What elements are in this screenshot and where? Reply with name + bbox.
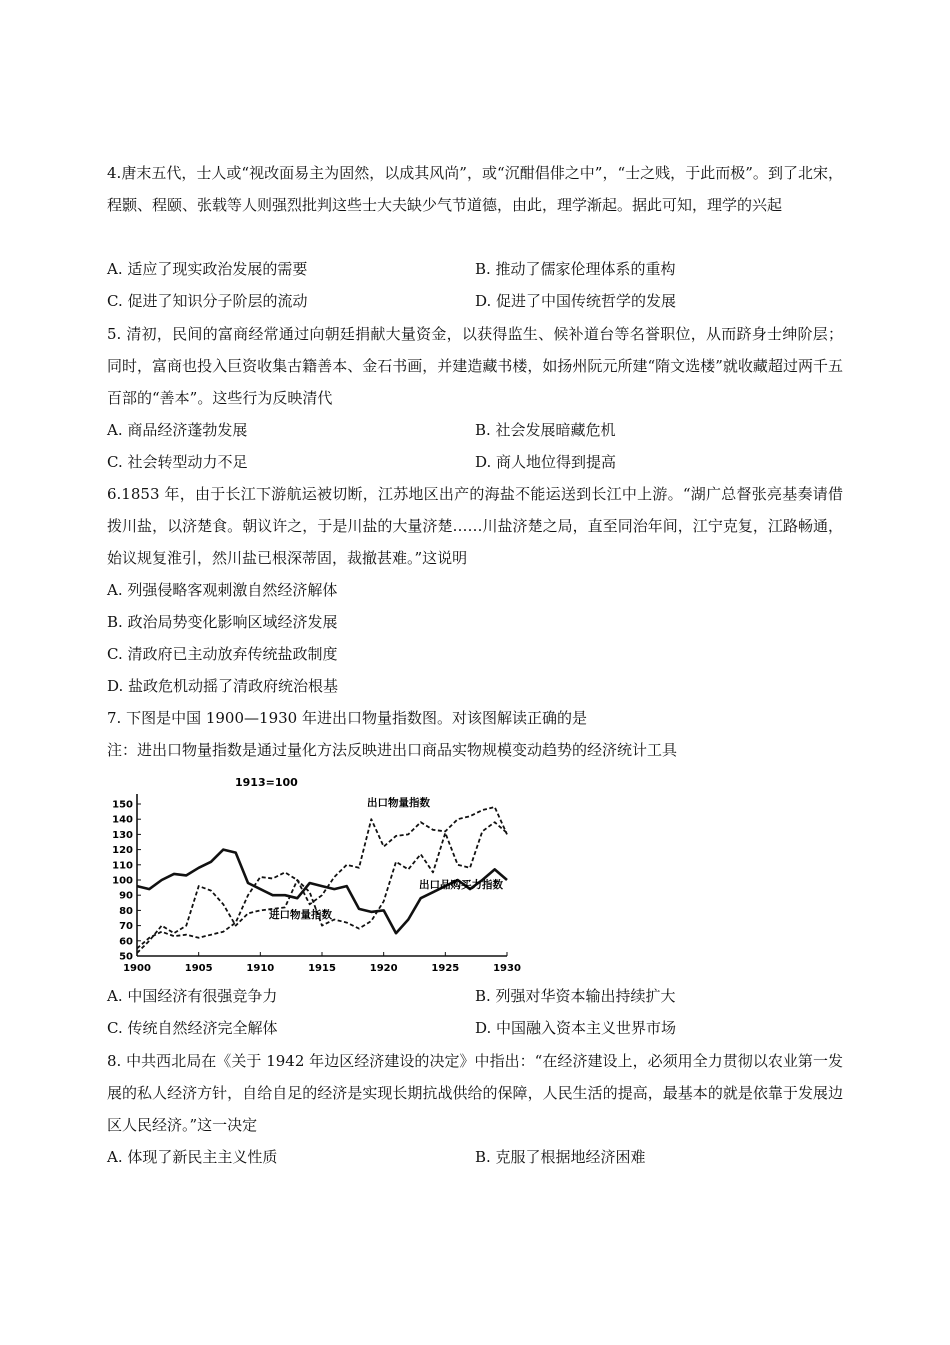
legend-export-volume: 出口物量指数 bbox=[367, 797, 430, 809]
y-tick-label: 110 bbox=[112, 860, 133, 872]
q7-option-c: C. 传统自然经济完全解体 bbox=[107, 1019, 278, 1037]
x-tick-label: 1920 bbox=[369, 963, 398, 974]
q7-note: 注：进出口物量指数是通过量化方法反映进出口商品实物规模变动趋势的经济统计工具 bbox=[107, 741, 678, 759]
series-export-volume bbox=[137, 807, 507, 948]
legend-export-purchasing-power: 出口品购买力指数 bbox=[419, 879, 503, 891]
q7-option-b: B. 列强对华资本输出持续扩大 bbox=[475, 987, 676, 1005]
q6-stem: 6.1853 年，由于长江下游航运被切断，江苏地区出产的海盐不能运送到长江中上游。“湖广总督张亮基奏请借拨川盐，以济楚食。朝议许之，于是川盐的大量济楚……川盐济楚之局，直至同治年间，江宁克复，江路畅通，始议规复淮引，然川盐已根深蒂固，裁撤甚难。”这说明 bbox=[107, 485, 843, 567]
y-tick-label: 90 bbox=[119, 890, 133, 902]
trade-index-chart bbox=[107, 770, 527, 980]
q7-option-a: A. 中国经济有很强竞争力 bbox=[107, 987, 278, 1005]
q6-option-d: D. 盐政危机动摇了清政府统治根基 bbox=[107, 677, 339, 695]
y-tick-label: 150 bbox=[112, 799, 133, 811]
q6-option-b: B. 政治局势变化影响区域经济发展 bbox=[107, 613, 338, 631]
q5-stem: 5. 清初，民间的富商经常通过向朝廷捐献大量资金，以获得监生、候补道台等名誉职位，从而跻身士绅阶层；同时，富商也投入巨资收集古籍善本、金石书画，并建造藏书楼，如扬州阮元所建“隋文选楼”就收藏超过两千五百部的“善本”。这些行为反映清代 bbox=[107, 325, 843, 407]
legend-import-volume: 进口物量指数 bbox=[269, 909, 332, 921]
q4-option-d: D. 促进了中国传统哲学的发展 bbox=[475, 292, 677, 310]
y-tick-label: 80 bbox=[119, 905, 133, 917]
chart-svg bbox=[107, 770, 527, 980]
x-tick-label: 1910 bbox=[246, 963, 275, 974]
q5-option-d: D. 商人地位得到提高 bbox=[475, 453, 617, 471]
x-tick-label: 1925 bbox=[431, 963, 460, 974]
y-tick-label: 100 bbox=[112, 875, 133, 887]
y-tick-label: 120 bbox=[112, 845, 133, 857]
q6-option-c: C. 清政府已主动放弃传统盐政制度 bbox=[107, 645, 338, 663]
q7-option-d: D. 中国融入资本主义世界市场 bbox=[475, 1019, 677, 1037]
q5-option-a: A. 商品经济蓬勃发展 bbox=[107, 421, 248, 439]
q8-option-a: A. 体现了新民主主义性质 bbox=[107, 1148, 278, 1166]
q4-stem: 4.唐末五代，士人或“视改面易主为固然，以成其风尚”，或“沉酣倡俳之中”，“士之贱，于此而极”。到了北宋，程颢、程颐、张载等人则强烈批判这些士大夫缺少气节道德，由此，理学渐起。据此可知，理学的兴起 bbox=[107, 164, 843, 214]
x-tick-label: 1915 bbox=[308, 963, 336, 974]
q4-option-b: B. 推动了儒家伦理体系的重构 bbox=[475, 260, 676, 278]
y-tick-label: 140 bbox=[112, 814, 133, 826]
q8-option-b: B. 克服了根据地经济困难 bbox=[475, 1148, 646, 1166]
y-tick-label: 50 bbox=[119, 951, 133, 963]
q4-option-a: A. 适应了现实政治发展的需要 bbox=[107, 260, 308, 278]
y-tick-label: 70 bbox=[119, 921, 133, 933]
q8-stem: 8. 中共西北局在《关于 1942 年边区经济建设的决定》中指出：“在经济建设上，必须用全力贯彻以农业第一发展的私人经济方针，自给自足的经济是实现长期抗战供给的保障，人民生活的提高，最基本的就是依靠于发展边区人民经济。”这一决定 bbox=[107, 1052, 843, 1134]
y-tick-label: 60 bbox=[119, 936, 133, 948]
q6-option-a: A. 列强侵略客观刺激自然经济解体 bbox=[107, 581, 338, 599]
q5-option-b: B. 社会发展暗藏危机 bbox=[475, 421, 616, 439]
chart-title: 1913=100 bbox=[235, 776, 298, 789]
q4-option-c: C. 促进了知识分子阶层的流动 bbox=[107, 292, 308, 310]
x-tick-label: 1900 bbox=[123, 963, 151, 974]
q5-option-c: C. 社会转型动力不足 bbox=[107, 453, 248, 471]
y-tick-label: 130 bbox=[112, 829, 133, 841]
x-tick-label: 1930 bbox=[493, 963, 521, 974]
x-tick-label: 1905 bbox=[184, 963, 213, 974]
q7-stem: 7. 下图是中国 1900—1930 年进出口物量指数图。对该图解读正确的是 bbox=[107, 709, 587, 727]
